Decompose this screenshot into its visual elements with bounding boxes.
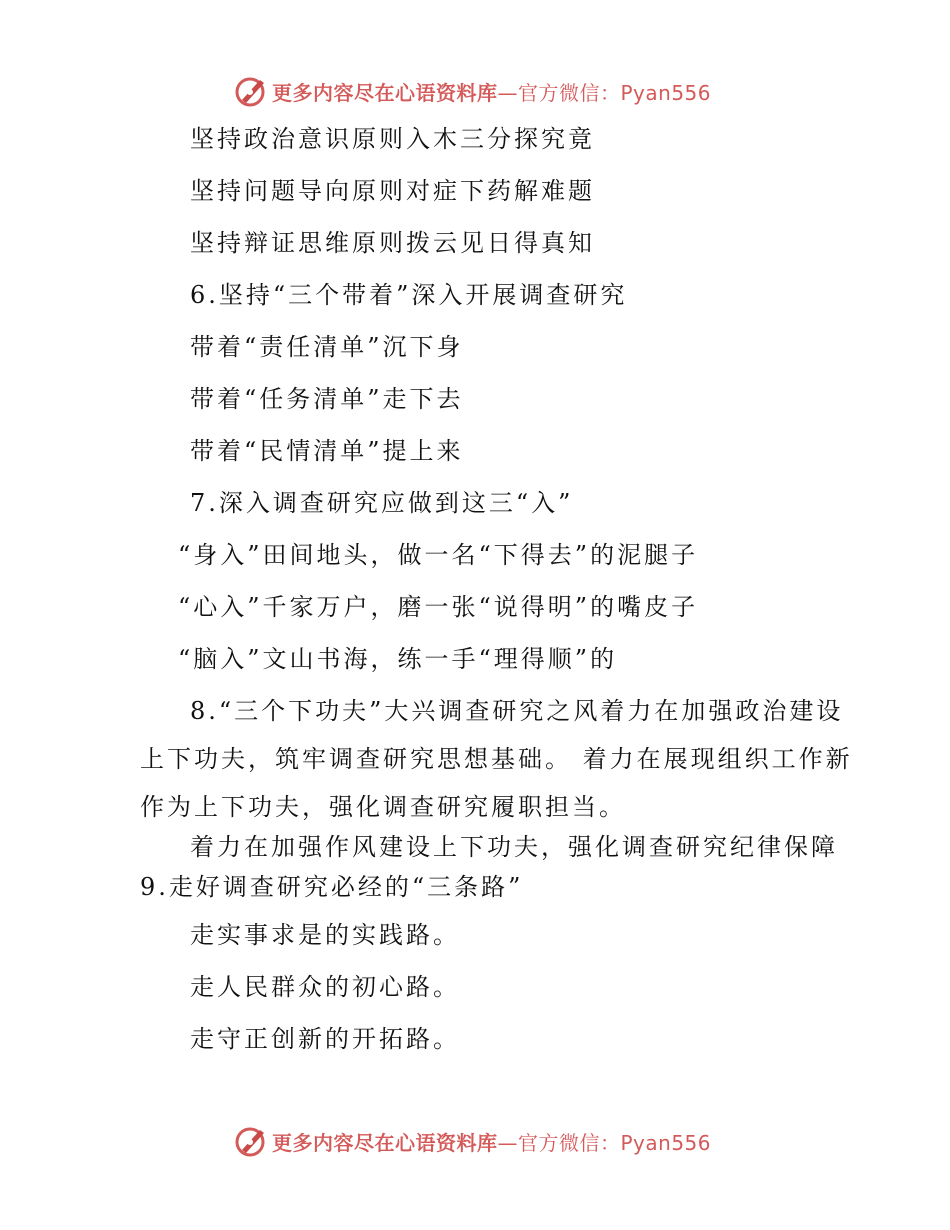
- text-line: 走实事求是的实践路。: [190, 921, 460, 949]
- text-line: 带着“任务清单”走下去: [190, 385, 464, 413]
- watermark-main: 更多内容尽在心语资料库: [272, 80, 498, 105]
- watermark-banner-bottom: [234, 1122, 714, 1160]
- watermark-account: Pyan556: [620, 80, 712, 105]
- watermark-banner-top: [234, 72, 714, 110]
- heading-item-6: 6.坚持“三个带着”深入开展调查研究: [190, 281, 628, 309]
- text-line: 走人民群众的初心路。: [190, 973, 460, 1001]
- text-line: 带着“民情清单”提上来: [190, 437, 464, 465]
- text-line: 坚持辩证思维原则拨云见日得真知: [190, 229, 595, 257]
- watermark-official: 官方微信：: [518, 1130, 621, 1155]
- heading-item-9: 9.走好调查研究必经的“三条路”: [140, 873, 524, 901]
- text-line: “身入”田间地头，做一名“下得去”的泥腿子: [178, 541, 699, 569]
- watermark-text: [272, 1127, 711, 1156]
- watermark-account: Pyan556: [620, 1130, 712, 1155]
- text-line: 上下功夫，筑牢调查研究思想基础。 着力在展现组织工作新: [140, 745, 853, 773]
- text-line: 作为上下功夫，强化调查研究履职担当。: [140, 793, 626, 821]
- pen-logo-icon: [234, 1124, 268, 1158]
- heading-item-8: 8.“三个下功夫”大兴调查研究之风着力在加强政治建设: [190, 697, 844, 725]
- text-line: 坚持政治意识原则入木三分探究竟: [190, 125, 595, 153]
- text-line: 着力在加强作风建设上下功夫，强化调查研究纪律保障: [190, 833, 838, 861]
- heading-item-7: 7.深入调查研究应做到这三“入”: [190, 489, 574, 517]
- watermark-official: 官方微信：: [518, 80, 621, 105]
- watermark-dash: —: [497, 80, 518, 105]
- text-line: “心入”千家万户，磨一张“说得明”的嘴皮子: [178, 593, 699, 621]
- text-line: 坚持问题导向原则对症下药解难题: [190, 177, 595, 205]
- pen-logo-icon: [234, 74, 268, 108]
- text-line: 走守正创新的开拓路。: [190, 1025, 460, 1053]
- text-line: 带着“责任清单”沉下身: [190, 333, 464, 361]
- watermark-dash: —: [497, 1130, 518, 1155]
- watermark-main: 更多内容尽在心语资料库: [272, 1130, 498, 1155]
- watermark-text: [272, 77, 711, 106]
- text-line: “脑入”文山书海，练一手“理得顺”的: [178, 645, 618, 673]
